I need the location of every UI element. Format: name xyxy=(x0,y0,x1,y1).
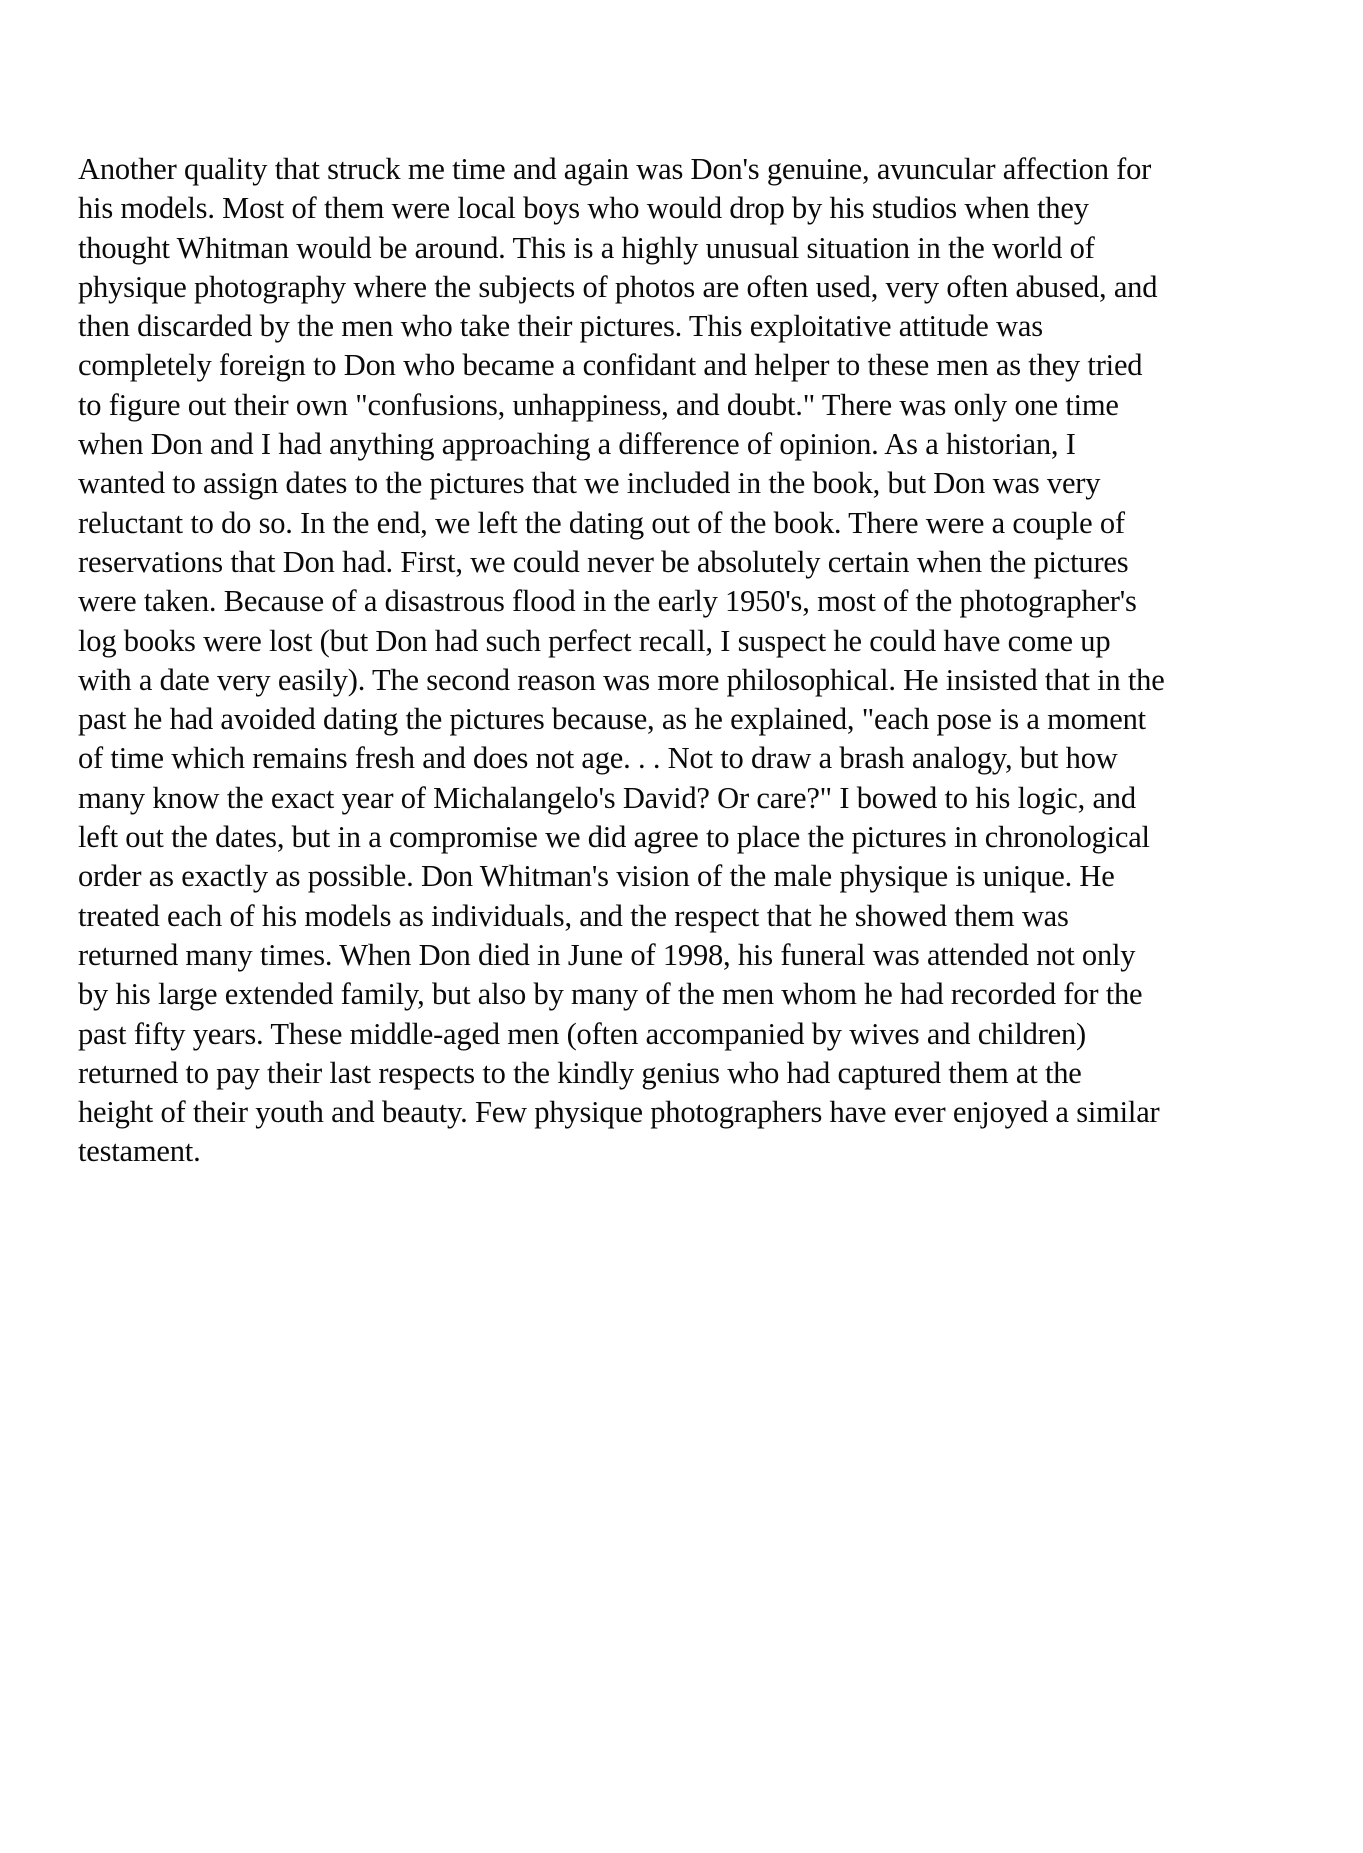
text-line: to figure out their own "confusions, unhappiness, and doubt." There was only one time xyxy=(78,387,1119,422)
text-line: were taken. Because of a disastrous flood in the early 1950's, most of the photographer's xyxy=(78,584,1137,619)
text-line: returned many times. When Don died in June of 1998, his funeral was attended not only xyxy=(78,937,1136,972)
text-line: with a date very easily). The second reason was more philosophical. He insisted that in the xyxy=(78,662,1165,697)
text-line: many know the exact year of Michalangelo's David? Or care?" I bowed to his logic, and xyxy=(78,780,1136,815)
text-line: height of their youth and beauty. Few physique photographers have ever enjoyed a similar xyxy=(78,1095,1160,1130)
text-line: wanted to assign dates to the pictures that we included in the book, but Don was very xyxy=(78,466,1101,501)
text-line: reluctant to do so. In the end, we left the dating out of the book. There were a couple of xyxy=(78,505,1125,540)
body-paragraph xyxy=(78,150,1308,1172)
text-line: treated each of his models as individuals, and the respect that he showed them was xyxy=(78,898,1069,933)
text-line: past fifty years. These middle-aged men (often accompanied by wives and children) xyxy=(78,1016,1087,1051)
text-line: of time which remains fresh and does not age. . . Not to draw a brash analogy, but how xyxy=(78,741,1118,776)
text-line: his models. Most of them were local boys who would drop by his studios when they xyxy=(78,191,1089,226)
text-line: thought Whitman would be around. This is a highly unusual situation in the world of xyxy=(78,230,1095,265)
text-line: then discarded by the men who take their pictures. This exploitative attitude was xyxy=(78,309,1043,344)
text-line: physique photography where the subjects of photos are often used, very often abused, and xyxy=(78,269,1158,304)
text-line: returned to pay their last respects to the kindly genius who had captured them at the xyxy=(78,1055,1082,1090)
text-line: order as exactly as possible. Don Whitman's vision of the male physique is unique. He xyxy=(78,859,1115,894)
text-line: Another quality that struck me time and again was Don's genuine, avuncular affection for xyxy=(78,152,1152,186)
text-line: completely foreign to Don who became a confidant and helper to these men as they tried xyxy=(78,348,1143,383)
text-line: log books were lost (but Don had such perfect recall, I suspect he could have come up xyxy=(78,623,1111,658)
text-line: past he had avoided dating the pictures because, as he explained, "each pose is a moment xyxy=(78,702,1146,737)
text-line: when Don and I had anything approaching a difference of opinion. As a historian, I xyxy=(78,427,1076,462)
text-line: left out the dates, but in a compromise we did agree to place the pictures in chronological xyxy=(78,820,1150,855)
text-line: testament. xyxy=(78,1134,201,1169)
text-line: by his large extended family, but also by many of the men whom he had recorded for the xyxy=(78,977,1143,1012)
text-line: reservations that Don had. First, we could never be absolutely certain when the pictures xyxy=(78,544,1129,579)
